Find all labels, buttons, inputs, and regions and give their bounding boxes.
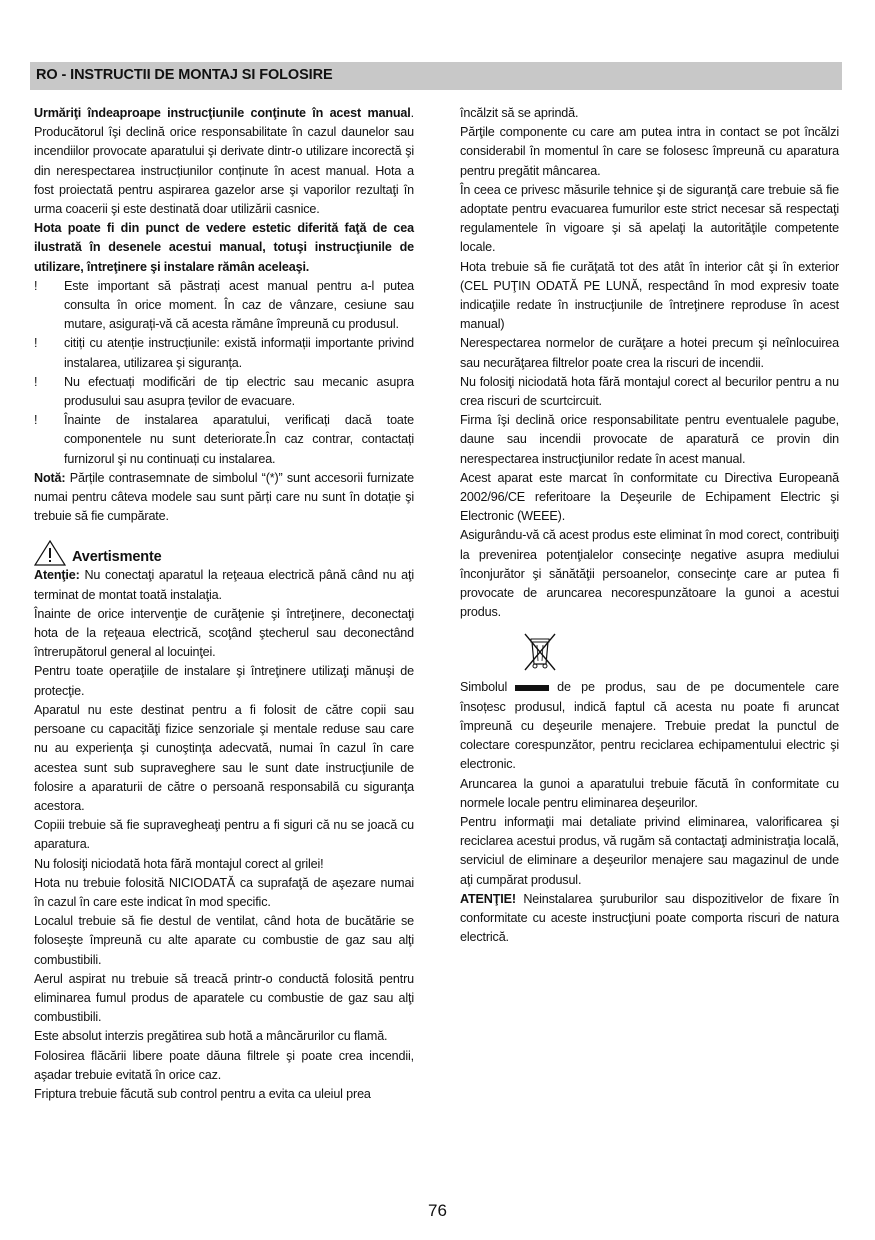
right-paragraph: Părţile componente cu care am putea intra in contact se pot încălzi considerabil în momentul în care se folosesc împreună cu aparatura pentru pregătit mâncarea. [460, 125, 839, 178]
atentie-label: Atenţie: [34, 568, 80, 583]
atentie-text: Nu conectaţi aparatul la reţeaua electrică până când nu aţi terminat de montat toată instalaţia. [34, 568, 414, 602]
warning-paragraph: Nu folosiţi niciodată hota fără montajul corect al grilei! [34, 856, 324, 871]
atentie2-label: ATENŢIE! [460, 891, 516, 906]
exclamation-mark: ! [34, 374, 38, 389]
nota-label: Notă: [34, 470, 66, 485]
simbol-prefix: Simbolul [460, 680, 508, 695]
left-column [34, 104, 414, 1104]
bullet-item [34, 373, 414, 411]
atentie2-paragraph [460, 890, 839, 948]
weee-symbol-area [460, 630, 839, 678]
right-paragraph: Hota trebuie să fie curăţată tot des atât în interior cât şi în exterior (CEL PUŢIN ODATĂ PE LUNĂ, respectând în mod expresiv toate indicaţiile redate în instrucţiunile de întreţinere reproduse în acest manual) [460, 259, 839, 332]
warning-paragraph: Aparatul nu este destinat pentru a fi folosit de către copii sau persoane cu capacităţi fizice senzoriale şi mentale reduse sau care nu au experienţa şi cunoştinţa adecvată, numai în cazul în care acestea sunt sub supraveghere sau le sunt date instrucţiunile de folosire a aparaturii de către o persoană responsabilă cu siguranţa acestora. [34, 702, 414, 813]
right-paragraph: încălzit să se aprindă. [460, 106, 579, 120]
warning-title: Avertismente [72, 549, 162, 566]
warning-paragraph: Friptura trebuie făcută sub control pentru a evita ca uleiul prea [34, 1086, 371, 1101]
warning-paragraph: Folosirea flăcării libere poate dăuna filtrele şi poate crea incendii, aşadar trebuie evitată în orice caz. [34, 1048, 414, 1082]
section-header-bar [30, 62, 842, 90]
right-paragraph: Nu folosiţi niciodată hota fără montajul corect al becurilor pentru a nu crea riscuri de scurtcircuit. [460, 374, 839, 409]
atentie2-text: Neinstalarea şuruburilor sau dispozitivelor de fixare în conformitate cu aceste instrucţiuni poate comporta riscuri de natura electrică. [460, 891, 839, 945]
nota-text: Părțile contrasemnate de simbolul “(*)” sunt accesorii furnizate numai pentru câteva modele sau sunt părți care nu sunt în dotație şi trebuie să fie cumpărate. [34, 470, 414, 524]
section-title: RO - INSTRUCTII DE MONTAJ SI FOLOSIRE [36, 67, 333, 83]
right-paragraph: Nerespectarea normelor de curăţare a hotei precum şi neînlocuirea sau necurăţarea filtrelor poate crea la riscuri de incendii. [460, 336, 839, 370]
bullet-text: citiți cu atenție instrucțiunile: există informații importante privind instalarea, utilizarea şi siguranța. [64, 336, 414, 370]
simbol-paragraph [460, 678, 839, 774]
right-paragraph: Acest aparat este marcat în conformitate cu Directiva Europeană 2002/96/CE referitoare la Deşeurile de Echipament Electric şi Electronic (WEEE). [460, 470, 839, 524]
bullet-text: Înainte de instalarea aparatului, verificați dacă toate componentele nu sunt deteriorate.În caz contrar, contactați furnizorul şi nu continuați cu instalarea. [64, 413, 414, 466]
right-paragraph: Asigurându-vă că acest produs este eliminat în mod corect, contribuiţi la prevenirea potenţialelor consecinţe negative asupra mediului înconjurător şi sănătăţii persoanelor, consecinţe care ar putea fi provocate de aruncarea necorespunzătoare la gunoi a acestui produs. [460, 528, 839, 620]
intro-paragraph [34, 104, 414, 219]
bullet-text: Nu efectuați modificări de tip electric sau mecanic asupra produsului sau asupra țevilor de evacuare. [64, 374, 414, 409]
warning-heading [34, 540, 414, 566]
intro-rest: . Producătorul îşi declină orice responsabilitate în cazul daunelor sau incendiilor provocate aparatului şi derivate dintr-o utilizare incorectă şi din nerespectarea instrucțiunilor conținute în acest manual. Hota a fost proiectată pentru aspirarea gazelor arse şi vaporilor rezultaţi în urma coacerii şi este destinată doar utilizării casnice. [34, 106, 414, 217]
exclamation-mark: ! [34, 278, 38, 293]
warning-paragraph: Hota nu trebuie folosită NICIODATĂ ca suprafaţă de aşezare numai în cazul în care este indicat în mod specific. [34, 875, 414, 909]
design-note: Hota poate fi din punct de vedere estetic diferită faţă de cea ilustrată în desenele acestui manual, totuşi instrucţiunile de utilizare, întreţinere şi instalare rămân aceleaşi. [34, 221, 414, 274]
intro-bold: Urmăriţi îndeaproape instrucţiunile conţinute în acest manual [34, 106, 411, 120]
right-paragraph: Aruncarea la gunoi a aparatului trebuie făcută în conformitate cu normele locale pentru eliminarea deşeurilor. [460, 776, 839, 810]
bullet-item [34, 277, 414, 335]
atentie-paragraph [34, 566, 414, 604]
exclamation-mark: ! [34, 336, 38, 351]
warning-paragraph: Aerul aspirat nu trebuie să treacă printr-o conductă folosită pentru eliminarea fumul produs de aparatele cu combustie de gaz sau alţi combustibili. [34, 971, 414, 1025]
bullet-item [34, 334, 414, 372]
crossed-out-bin-icon [520, 630, 560, 672]
warning-paragraph: Înainte de orice intervenţie de curăţenie şi întreţinere, deconectaţi hota de la reţeaua electrică, scoţând ştecherul sau deconectând întrerupătorul general al locuinţei. [34, 606, 414, 660]
warning-paragraph: Este absolut interzis pregătirea sub hotă a mâncărurilor cu flamă. [34, 1029, 388, 1044]
simbol-text: de pe produs, sau de pe documentele care însoțesc produsul, indică faptul că acesta nu poate fi aruncat împreună cu deşeurile menajere. Trebuie predat la punctul de colectare corespunzător, pentru reciclarea echipamentului electric şi electronic. [460, 680, 839, 772]
page-number: 76 [428, 1201, 447, 1220]
nota-paragraph [34, 469, 414, 527]
black-bar-symbol-icon [515, 685, 549, 691]
right-paragraph: Pentru informaţii mai detaliate privind eliminarea, valorificarea şi reciclarea acestui produs, vă rugăm să contactaţi administraţia locală, serviciul de eliminare a deşeurilor menajere sau magazinul de unde aţi cumpărat produsul. [460, 814, 839, 887]
warning-paragraph: Copiii trebuie să fie supravegheaţi pentru a fi siguri că nu se joacă cu aparatura. [34, 818, 414, 852]
right-paragraph: Firma îşi declină orice responsabilitate pentru eventualele pagube, daune sau incendii provocate de aparatură ce provin din nerespectarea instrucţiunilor redate în acest manual. [460, 413, 839, 466]
right-column [460, 104, 839, 947]
warning-paragraph: Pentru toate operaţiile de instalare şi întreţinere utilizaţi mănuşi de protecţie. [34, 664, 414, 698]
exclamation-mark: ! [34, 413, 38, 428]
bullet-item [34, 411, 414, 469]
warning-paragraph: Localul trebuie să fie destul de ventilat, când hota de bucătărie se foloseşte împreună cu alte aparate cu combustie de gaz sau alţi combustibili. [34, 914, 414, 967]
bullet-text: Este important să păstrați acest manual pentru a-l putea consulta în orice moment. În caz de vânzare, cesiune sau mutare, asigurați-vă că acesta rămâne împreună cu produsul. [64, 278, 414, 332]
warning-triangle-icon [34, 540, 66, 566]
right-paragraph: În ceea ce privesc măsurile tehnice şi de siguranţă care trebuie să fie adoptate pentru evacuarea fumurilor este strict necesar să respectaţi regulamentele în vigoare şi să apelaţi la autorităţile competente locale. [460, 182, 839, 255]
